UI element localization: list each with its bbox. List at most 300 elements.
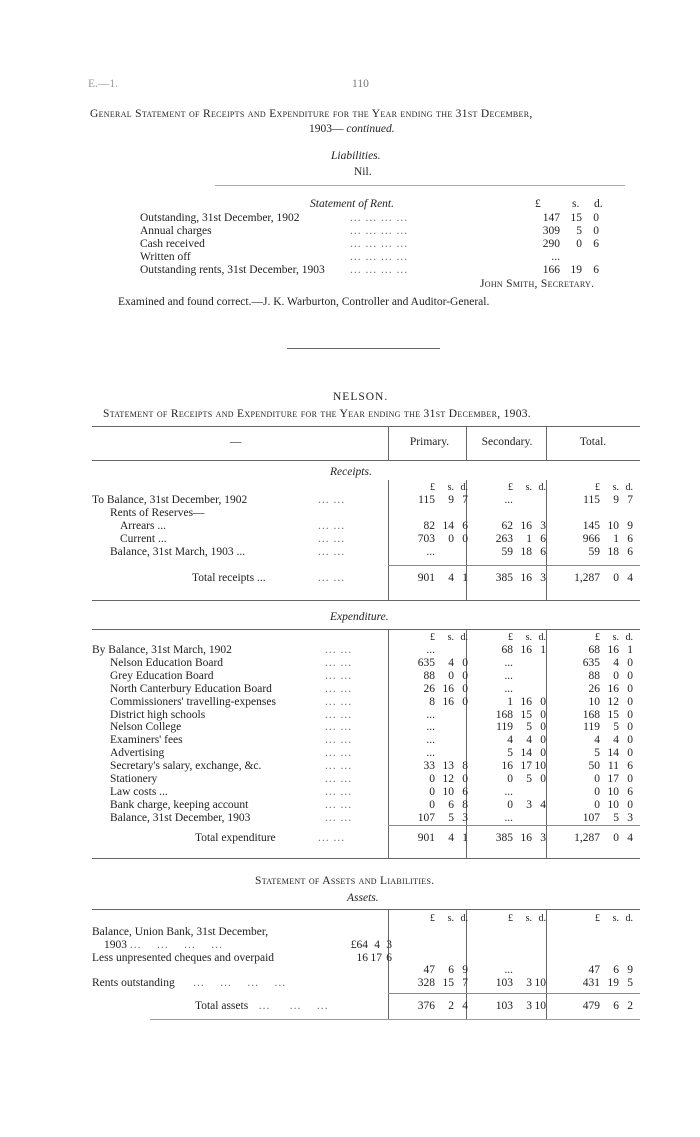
s-pounds: 0: [507, 773, 513, 785]
p-shillings: 13: [442, 760, 454, 773]
p-pence: 6: [462, 520, 468, 532]
leader-dots: ... ...: [325, 708, 353, 721]
t-pounds: 0: [594, 798, 600, 811]
examined-note: Examined and found correct.—J. K. Warburton, Controller and Auditor-General.: [118, 296, 490, 308]
t-shillings: 0: [613, 669, 619, 682]
t-pounds: 115: [583, 494, 600, 506]
money-head-pound: £: [430, 913, 435, 924]
t-pence: 6: [627, 533, 633, 545]
p-pounds: 328: [417, 977, 435, 989]
page-number: 110: [352, 78, 369, 90]
t-pounds: 59: [588, 546, 600, 558]
receipts-end-rule: [92, 600, 640, 601]
s-shillings: 16: [520, 695, 532, 708]
p-pence: 4: [462, 1000, 468, 1012]
s-pounds: 263: [495, 533, 513, 545]
p-shillings: 16: [442, 695, 454, 708]
nelson-title: NELSON.: [333, 391, 389, 403]
s-shillings: 16: [520, 520, 532, 532]
money-head-pence: d.: [538, 482, 546, 493]
s-pounds: ...: [504, 656, 513, 669]
bank-inner-shillings: 4: [374, 939, 380, 951]
t-pence: 4: [627, 832, 633, 844]
t-pence: 5: [627, 977, 633, 989]
s-shillings: 15: [520, 708, 532, 721]
s-pounds: 16: [501, 760, 513, 773]
leader-dots: ... ...: [325, 695, 353, 708]
s-pence: 3: [540, 572, 546, 584]
assets-end-rule: [150, 1019, 640, 1020]
p-pence: 7: [462, 494, 468, 506]
leader-dots: ... ... ... ...: [350, 225, 409, 237]
leader-dots: ... ...: [318, 832, 346, 844]
t-shillings: 4: [613, 734, 619, 747]
t-pence: 1: [627, 644, 633, 656]
money-head-shilling: s.: [447, 913, 454, 924]
money-head-pence: d.: [538, 913, 546, 924]
t-pence: 3: [627, 811, 633, 824]
p-pounds: ...: [426, 734, 435, 747]
receipt-label: Arrears ...: [120, 520, 166, 532]
p-pence: 0: [462, 682, 468, 695]
s-pence: 0: [540, 695, 546, 708]
t-shillings: 9: [613, 494, 619, 506]
p-pence: 6: [462, 785, 468, 798]
s-pounds: 168: [495, 708, 513, 721]
p-pence: 9: [462, 964, 468, 976]
t-pence: 0: [627, 708, 633, 721]
t-pence: 6: [627, 546, 633, 558]
money-head-shilling: s.: [612, 632, 619, 643]
s-shillings: 17: [520, 760, 532, 773]
t-pounds: 68: [588, 644, 600, 656]
t-pounds: 4: [594, 734, 600, 747]
expenditure-label: Advertising: [110, 747, 165, 760]
t-pence: 0: [627, 798, 633, 811]
money-head-shilling: s.: [525, 482, 532, 493]
col-total: Total.: [579, 436, 607, 448]
s-pounds: 103: [495, 1000, 513, 1012]
money-head-shilling: s.: [447, 632, 454, 643]
t-shillings: 15: [607, 708, 619, 721]
receipts-heading: Receipts.: [330, 466, 372, 478]
p-shillings: 10: [442, 785, 454, 798]
general-title: General Statement of Receipts and Expenditure for the Year ending the 31st December,: [90, 108, 533, 120]
s-pounds: 4: [507, 734, 513, 747]
money-head-pound: £: [595, 913, 600, 924]
t-pence: 0: [627, 656, 633, 669]
t-shillings: 16: [607, 682, 619, 695]
column-rule: [388, 480, 389, 600]
receipt-label: To Balance, 31st December, 1902: [92, 494, 248, 506]
rent-pounds: 147: [542, 212, 560, 224]
assets-rule: [92, 909, 640, 910]
s-pounds: 5: [507, 747, 513, 760]
assets-title: Statement of Assets and Liabilities.: [255, 875, 435, 887]
t-shillings: 18: [607, 546, 619, 558]
p-pounds: ...: [426, 546, 435, 558]
p-pounds: 33: [423, 760, 435, 773]
column-rule: [546, 480, 547, 600]
p-pounds: ...: [426, 747, 435, 760]
p-pence: 0: [462, 533, 468, 545]
s-pence: 0: [540, 734, 546, 747]
rent-row-label: Cash received: [140, 238, 205, 250]
nelson-subtitle: Statement of Receipts and Expenditure for the Year ending the 31st December, 1903.: [103, 408, 531, 420]
money-head-pence: d.: [625, 913, 633, 924]
leader-dots: ... ...: [325, 669, 353, 682]
expenditure-label: Stationery: [110, 773, 158, 785]
p-pence: 1: [462, 572, 468, 584]
rent-pounds: 290: [542, 238, 560, 250]
p-pence: 0: [462, 695, 468, 708]
s-shillings: 3: [526, 1000, 532, 1012]
s-shillings: 16: [520, 572, 532, 584]
expenditure-total-label: Total expenditure: [195, 832, 276, 844]
rent-pounds: 166: [542, 264, 560, 276]
s-pounds: ...: [504, 494, 513, 506]
t-pence: 0: [627, 721, 633, 734]
leader-dots: ... ...: [325, 734, 353, 747]
t-pounds: 10: [588, 695, 600, 708]
p-pence: 8: [462, 760, 468, 773]
money-head-pound: £: [595, 632, 600, 643]
p-pounds: 82: [423, 520, 435, 532]
page-ref: E.—1.: [88, 78, 119, 90]
p-pence: 1: [462, 832, 468, 844]
leader-dots: ... ... ... ...: [350, 238, 409, 250]
money-head-shilling: s.: [612, 482, 619, 493]
rent-shillings: 0: [576, 238, 582, 250]
expenditure-label: District high schools: [110, 708, 206, 721]
expenditure-label: By Balance, 31st March, 1902: [92, 644, 232, 656]
t-pence: 6: [627, 785, 633, 798]
col-pound: £: [535, 198, 541, 210]
t-pounds: 26: [588, 682, 600, 695]
p-pounds: 901: [417, 832, 435, 844]
s-pounds: 385: [495, 832, 513, 844]
leader-dots: ... ...: [325, 644, 353, 656]
p-shillings: 6: [448, 798, 454, 811]
rent-row-label: Annual charges: [140, 225, 212, 237]
money-head-pound: £: [508, 482, 513, 493]
s-shillings: 16: [520, 644, 532, 656]
receipts-total-label: Total receipts ...: [192, 572, 266, 584]
s-pence: 6: [540, 533, 546, 545]
leader-dots: ... ...: [325, 811, 353, 824]
s-pounds: 0: [507, 798, 513, 811]
leader-dots: ... ... ... ...: [350, 212, 409, 224]
col-primary: Primary.: [409, 436, 450, 448]
t-pence: 9: [627, 964, 633, 976]
t-pounds: 145: [582, 520, 600, 532]
rent-pence: 6: [593, 264, 599, 276]
t-pounds: 119: [583, 721, 600, 734]
bank-inner-pence: 3: [386, 939, 392, 951]
s-pounds: ...: [504, 811, 513, 824]
t-pounds: 107: [582, 811, 600, 824]
t-shillings: 12: [607, 695, 619, 708]
money-head-pence: d.: [625, 482, 633, 493]
t-shillings: 0: [613, 832, 619, 844]
col-secondary: Secondary.: [481, 436, 533, 448]
leader-dots: ... ... ... ...: [350, 264, 409, 276]
expenditure-rule: [92, 629, 640, 630]
expenditure-label: Law costs ...: [110, 785, 168, 798]
p-pounds: 376: [417, 1000, 435, 1012]
t-shillings: 5: [613, 721, 619, 734]
column-rule: [546, 426, 547, 460]
leader-dots: ... ...: [325, 773, 353, 785]
p-pence: 0: [462, 656, 468, 669]
p-shillings: 2: [448, 1000, 454, 1012]
p-shillings: 16: [442, 682, 454, 695]
t-pounds: 635: [582, 656, 600, 669]
leader-dots: ... ...: [318, 546, 346, 558]
liabilities-value: Nil.: [354, 166, 372, 178]
less-inner-pence: 6: [386, 952, 392, 964]
money-head-pence: d.: [538, 632, 546, 643]
s-pounds: 62: [501, 520, 513, 532]
header-rule: [92, 460, 640, 461]
s-pence: 1: [540, 644, 546, 656]
p-pounds: 115: [418, 494, 435, 506]
p-pence: 7: [462, 977, 468, 989]
rent-pence: 6: [593, 238, 599, 250]
rent-shillings: 5: [576, 225, 582, 237]
rent-shillings: 19: [570, 264, 582, 276]
leader-dots: ... ...: [325, 747, 353, 760]
money-head-pound: £: [430, 482, 435, 493]
t-pounds: 50: [588, 760, 600, 773]
p-shillings: 14: [442, 520, 454, 532]
s-pence: 6: [540, 546, 546, 558]
t-shillings: 6: [613, 964, 619, 976]
t-shillings: 0: [613, 572, 619, 584]
rent-row-label: Written off: [140, 251, 191, 263]
t-shillings: 1: [613, 533, 619, 545]
t-pounds: 431: [582, 977, 600, 989]
less-label: Less unpresented cheques and overpaid: [92, 952, 275, 964]
less-inner-pounds: 16: [356, 952, 368, 964]
t-shillings: 19: [607, 977, 619, 989]
p-shillings: 0: [448, 533, 454, 545]
expenditure-label: Nelson Education Board: [110, 656, 224, 669]
rent-pounds: ...: [551, 251, 560, 263]
expenditure-label: Balance, 31st December, 1903: [110, 811, 251, 824]
rent-pence: 0: [593, 225, 599, 237]
t-pence: 0: [627, 695, 633, 708]
p-pounds: 0: [429, 798, 435, 811]
rent-row-label: Outstanding rents, 31st December, 1903: [140, 264, 325, 276]
p-pounds: 703: [417, 533, 435, 545]
column-rule: [546, 629, 547, 858]
s-shillings: 5: [526, 773, 532, 785]
s-pounds: 119: [496, 721, 513, 734]
p-pounds: ...: [426, 721, 435, 734]
t-pounds: 479: [582, 1000, 600, 1012]
leader-dots: ... ...: [325, 785, 353, 798]
s-pounds: 1: [507, 695, 513, 708]
p-shillings: 12: [442, 773, 454, 785]
leader-dots: ... ...: [318, 520, 346, 532]
p-pounds: 107: [417, 811, 435, 824]
t-shillings: 11: [607, 760, 619, 773]
t-pounds: 1,287: [574, 832, 600, 844]
expenditure-label: Nelson College: [110, 721, 182, 734]
money-head-pound: £: [595, 482, 600, 493]
leader-dots: ... ...: [318, 533, 346, 545]
p-pence: 0: [462, 669, 468, 682]
s-shillings: 14: [520, 747, 532, 760]
t-pounds: 88: [588, 669, 600, 682]
separator: [287, 348, 440, 349]
table-top-rule: [92, 426, 640, 427]
t-pounds: 0: [594, 773, 600, 785]
divider: [215, 185, 625, 186]
t-pence: 0: [627, 734, 633, 747]
leader-dots: ... ...: [325, 721, 353, 734]
s-pounds: ...: [504, 964, 513, 976]
t-pounds: 168: [582, 708, 600, 721]
p-pounds: ...: [426, 708, 435, 721]
signature: John Smith, Secretary.: [480, 278, 595, 290]
p-pounds: 88: [423, 669, 435, 682]
s-pounds: ...: [504, 669, 513, 682]
liabilities-heading: Liabilities.: [331, 150, 381, 162]
column-rule: [388, 629, 389, 858]
s-pounds: 103: [495, 977, 513, 989]
s-shillings: 18: [520, 546, 532, 558]
money-head-pound: £: [508, 913, 513, 924]
expenditure-label: North Canterbury Education Board: [110, 682, 272, 695]
p-pounds: 635: [417, 656, 435, 669]
t-shillings: 5: [613, 811, 619, 824]
expenditure-heading: Expenditure.: [330, 611, 389, 623]
receipt-label: Current ...: [120, 533, 167, 545]
p-shillings: 4: [448, 832, 454, 844]
less-inner-shillings: 17: [370, 952, 382, 964]
leader-dots: ... ... ... ...: [350, 251, 409, 263]
subtotal-rule: [388, 565, 640, 566]
s-shillings: 3: [526, 798, 532, 811]
expenditure-label: Grey Education Board: [110, 669, 214, 682]
assets-total-label: Total assets ... ... ...: [195, 1000, 329, 1012]
s-pence: 0: [540, 708, 546, 721]
rent-shillings: 15: [570, 212, 582, 224]
money-head-pence: d.: [625, 632, 633, 643]
column-rule: [546, 909, 547, 1019]
s-shillings: 4: [526, 734, 532, 747]
s-pence: 0: [540, 773, 546, 785]
t-shillings: 10: [607, 798, 619, 811]
p-shillings: 15: [442, 977, 454, 989]
p-shillings: 6: [448, 964, 454, 976]
leader-dots: ... ...: [325, 656, 353, 669]
p-pounds: 901: [417, 572, 435, 584]
t-pence: 0: [627, 669, 633, 682]
column-rule: [466, 426, 467, 460]
t-pence: 0: [627, 682, 633, 695]
p-pence: 3: [462, 811, 468, 824]
money-head-shilling: s.: [525, 913, 532, 924]
s-shillings: 1: [526, 533, 532, 545]
money-head-pence: d.: [460, 482, 468, 493]
expenditure-label: Secretary's salary, exchange, &c.: [110, 760, 262, 773]
s-pence: 10: [534, 760, 546, 773]
t-pounds: 0: [594, 785, 600, 798]
leader-dots: ... ...: [325, 682, 353, 695]
bank-label: Balance, Union Bank, 31st December,: [92, 926, 269, 938]
money-head-shilling: s.: [447, 482, 454, 493]
general-title-cont: 1903— continued.: [309, 123, 395, 135]
leader-dots: ... ...: [325, 760, 353, 773]
t-pounds: 966: [582, 533, 600, 545]
t-pounds: 1,287: [574, 572, 600, 584]
t-pence: 0: [627, 773, 633, 785]
p-shillings: 5: [448, 811, 454, 824]
s-pence: 3: [540, 520, 546, 532]
s-shillings: 3: [526, 977, 532, 989]
p-pence: 0: [462, 773, 468, 785]
s-pence: 10: [534, 1000, 546, 1012]
rent-pence: 0: [593, 212, 599, 224]
bank-year: 1903 ... ... ... ...: [104, 939, 223, 951]
receipt-label: Balance, 31st March, 1903 ...: [110, 546, 246, 558]
expenditure-label: Commissioners' travelling-expenses: [110, 695, 276, 708]
t-pence: 6: [627, 760, 633, 773]
t-pounds: 5: [594, 747, 600, 760]
p-pounds: 26: [423, 682, 435, 695]
money-head-pound: £: [430, 632, 435, 643]
expenditure-end-rule: [92, 858, 640, 859]
t-shillings: 17: [607, 773, 619, 785]
assets-heading: Assets.: [347, 892, 379, 904]
expenditure-label: Examiners' fees: [110, 734, 183, 747]
col-pence: d.: [594, 198, 603, 210]
money-head-pound: £: [508, 632, 513, 643]
t-shillings: 10: [607, 520, 619, 532]
p-pounds: 8: [429, 695, 435, 708]
rent-row-label: Outstanding, 31st December, 1902: [140, 212, 300, 224]
money-head-pence: d.: [460, 632, 468, 643]
column-rule: [388, 909, 389, 1019]
leader-dots: ... ...: [325, 798, 353, 811]
t-pence: 9: [627, 520, 633, 532]
t-shillings: 16: [607, 644, 619, 656]
s-pence: 0: [540, 721, 546, 734]
money-head-shilling: s.: [612, 913, 619, 924]
s-pounds: 59: [501, 546, 513, 558]
money-head-shilling: s.: [525, 632, 532, 643]
bank-inner-pounds: £64: [350, 939, 368, 951]
t-pence: 0: [627, 747, 633, 760]
col-shilling: s.: [572, 198, 580, 210]
s-pounds: 385: [495, 572, 513, 584]
rents-label: Rents outstanding ... ... ... ...: [92, 977, 287, 989]
t-shillings: 4: [613, 656, 619, 669]
p-pounds: 47: [423, 964, 435, 976]
t-pence: 4: [627, 572, 633, 584]
s-pence: 10: [534, 977, 546, 989]
s-pence: 4: [540, 798, 546, 811]
rent-pounds: 309: [542, 225, 560, 237]
p-shillings: 0: [448, 669, 454, 682]
expenditure-label: Bank charge, keeping account: [110, 798, 249, 811]
s-pence: 3: [540, 832, 546, 844]
p-shillings: 4: [448, 656, 454, 669]
leader-dots: ... ...: [318, 572, 346, 584]
